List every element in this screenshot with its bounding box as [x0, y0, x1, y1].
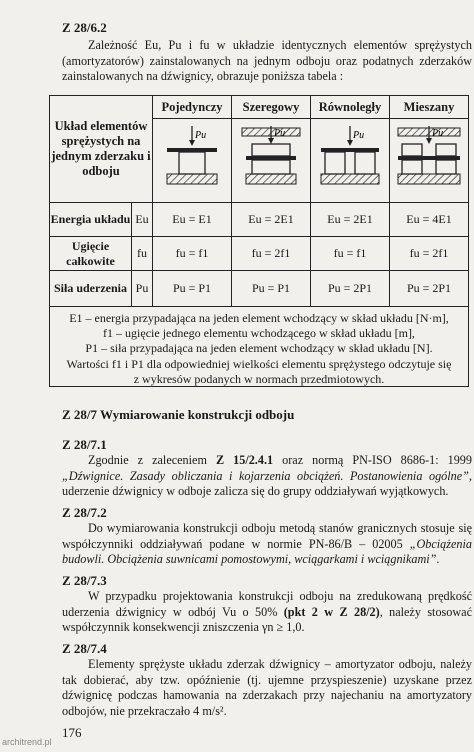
- table-cell: fu = 2f1: [390, 237, 469, 271]
- standard-title: „Obciążenia budowli. Obciążenia suwnicami pomostowymi, wciągarkami i wciągnikami”: [62, 536, 472, 566]
- watermark: architrend.pl: [2, 737, 52, 747]
- table-cell: Pu = 2P1: [390, 271, 469, 307]
- paragraph-28-7-2: [62, 521, 472, 568]
- paragraph-28-7-3: [62, 589, 472, 636]
- text-run: oraz normą PN-ISO 8686-1: 1999: [273, 453, 472, 467]
- legend-line: z wykresów podanych w normach przedmiotowych.: [133, 371, 385, 386]
- table-cell: Eu = 2E1: [311, 203, 390, 237]
- legend-line: f1 – ugięcie jednego elementu wchodzącego w skład układu [m],: [103, 326, 415, 341]
- section-heading-28-7-1: Z 28/7.1: [62, 437, 107, 452]
- text-run: Zgodnie z zaleceniem: [88, 453, 216, 467]
- force-label: Pu: [353, 129, 365, 141]
- force-label: Pu: [274, 127, 286, 139]
- paragraph-28-7-1: [62, 453, 472, 500]
- table-cell: Pu = P1: [153, 271, 232, 307]
- text-run: Do wymiarowania konstrukcji odboju metodą stanów granicznych stosuje się współczynniki oddziaływań podane w normie PN-86/B – 02005: [62, 521, 472, 551]
- table-cell: fu = f1: [311, 237, 390, 271]
- legend-line: Wartości f1 i P1 dla odpowiedniej wielkości elementu sprężystego odczytuje się: [66, 356, 452, 371]
- table-cell: fu = f1: [153, 237, 232, 271]
- table-cell: Pu = 2P1: [311, 271, 390, 307]
- force-label: Pu: [195, 129, 207, 141]
- legend-line: P1 – siła przypadająca na jeden element wchodzący w skład układu [N].: [85, 341, 433, 356]
- table-cell: Eu = 4E1: [390, 203, 469, 237]
- text-run: , należy stosować współczynnik konsekwencji zniszczenia γn ≥ 1,0.: [62, 604, 472, 634]
- column-header: Pojedynczy: [153, 96, 232, 119]
- force-label: Pu: [432, 127, 444, 139]
- text-run: , uderzenie dźwignicy w odboje zalicza się do grupy oddziaływań wyjątkowych.: [62, 468, 472, 498]
- row-label-deflection: Ugięcie całkowite: [50, 237, 132, 271]
- diagram-mixed: [390, 119, 469, 203]
- page-number: 176: [62, 725, 82, 740]
- column-header: Mieszany: [390, 96, 469, 119]
- table-cell: Eu = E1: [153, 203, 232, 237]
- section-heading-28-7-4: Z 28/7.4: [62, 641, 107, 656]
- legend-line: E1 – energia przypadająca na jeden element wchodzący w skład układu [N·m],: [69, 311, 449, 325]
- table-cell: fu = 2f1: [232, 237, 311, 271]
- row-symbol: fu: [132, 237, 153, 271]
- section-heading-28-7-2: Z 28/7.2: [62, 505, 107, 520]
- diagram-series: [232, 119, 311, 203]
- column-header: Równoległy: [311, 96, 390, 119]
- section-heading-28-6-2: Z 28/6.2: [62, 20, 107, 35]
- section-heading-28-7-3: Z 28/7.3: [62, 573, 107, 588]
- spring-elements-table: [49, 95, 469, 307]
- row-symbol: Eu: [132, 203, 153, 237]
- diagram-single: [153, 119, 232, 203]
- reference-bold: Z 15/2.4.1: [215, 453, 274, 467]
- table-corner-label: Układ elementów sprężystych na jednym zderzaku i odboju: [50, 96, 153, 203]
- text-run: W przypadku projektowania konstrukcji odboju na zredukowaną prędkość uderzenia dźwignicy w odbój Vu o 50%: [62, 589, 472, 619]
- section-heading-28-7: Z 28/7 Wymiarowanie konstrukcji odboju: [62, 407, 295, 422]
- diagram-parallel: [311, 119, 390, 203]
- table-legend: [49, 306, 469, 387]
- standard-title: „Dźwignice. Zasady obliczania i kojarzenia obciążeń. Postanowienia ogólne”: [62, 468, 469, 483]
- paragraph-28-7-4: Elementy sprężyste układu zderzak dźwignicy – amortyzator odboju, należy tak dobierać, aby tzw. opóźnienie (tj. ujemne przyspieszenie) uzyskane przez dźwignicę podczas hamowania na zderzakach przy najechaniu na amortyzatory odbojów, nie przekraczało 4 m/s².: [62, 657, 472, 718]
- table-cell: Pu = P1: [232, 271, 311, 307]
- table-cell: Eu = 2E1: [232, 203, 311, 237]
- row-label-energy: Energia układu: [50, 203, 132, 237]
- row-symbol: Pu: [132, 271, 153, 307]
- intro-paragraph: Zależność Eu, Pu i fu w układzie identycznych elementów sprężystych (amortyzatorów) zainstalowanych na jednym odboju oraz podatnych zderzaków zainstalowanych na dźwignicy, obrazuje poniższa tabela :: [62, 38, 472, 83]
- reference-bold: (pkt 2 w Z 28/2): [283, 604, 380, 619]
- row-label-force: Siła uderzenia: [50, 271, 132, 307]
- column-header: Szeregowy: [232, 96, 311, 119]
- text-run: .: [436, 552, 440, 566]
